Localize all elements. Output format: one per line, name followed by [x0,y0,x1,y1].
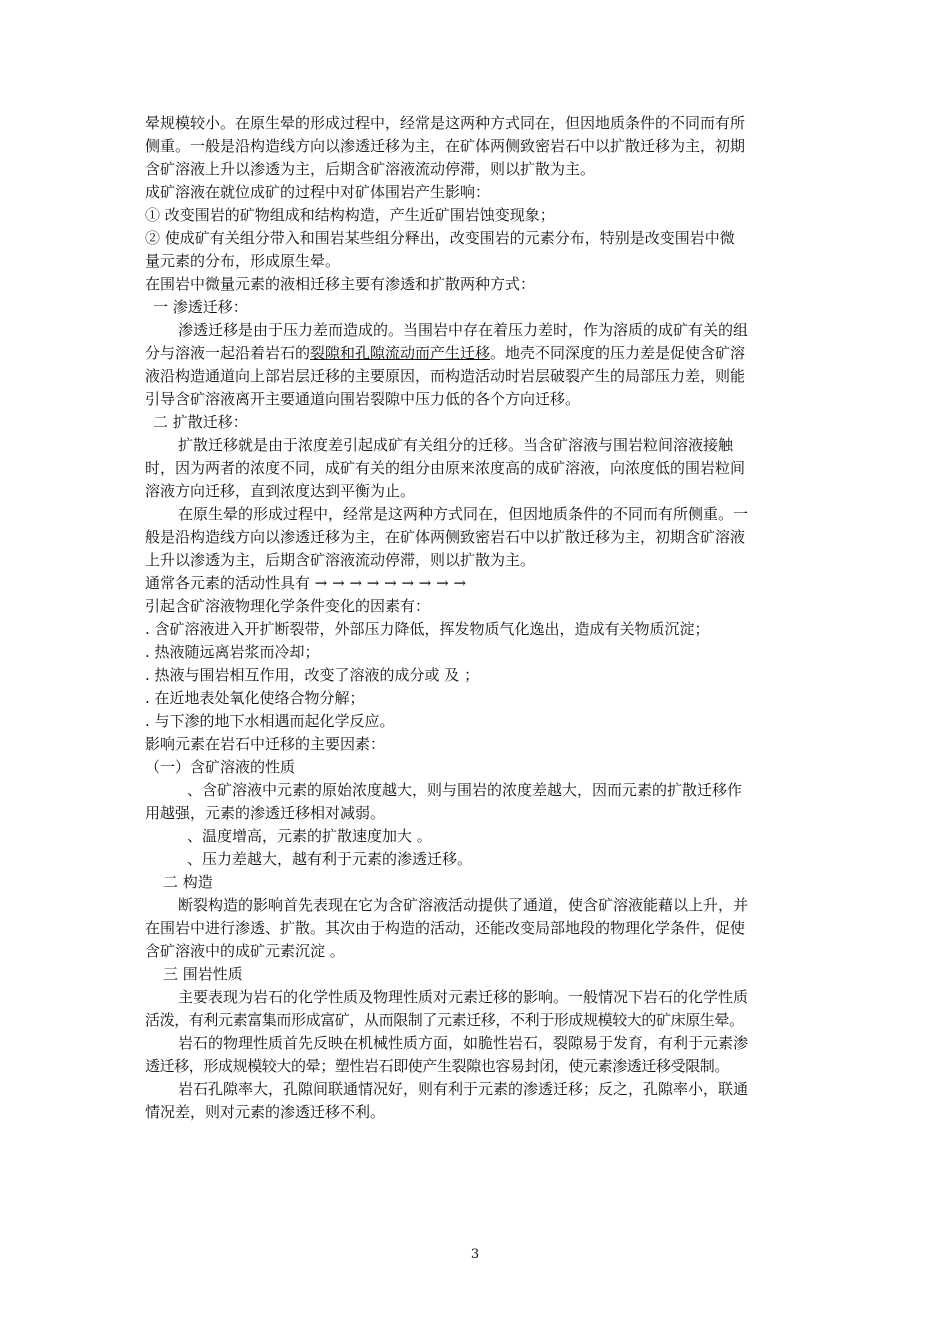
list-item: . 热液随远离岩浆而冷却； [145,643,320,661]
text-line: 渗透迁移是由于压力差而造成的。当围岩中存在着压力差时，作为溶质的成矿有关的组 [178,321,749,339]
text-line: 扩散迁移就是由于浓度差引起成矿有关组分的迁移。当含矿溶液与围岩粒间溶液接触 [178,436,734,454]
text-line: 在原生晕的形成过程中，经常是这两种方式同在，但因地质条件的不同而有所侧重。一 [178,505,749,523]
list-item: ① 改变围岩的矿物组成和结构构造，产生近矿围岩蚀变现象； [145,206,555,224]
underlined-text: 裂隙和孔隙流动而产生迁移 [310,344,491,362]
text-line: 、温度增高，元素的扩散速度加大 。 [187,827,432,845]
text-line: 晕规模较小。在原生晕的形成过程中，经常是这两种方式同在，但因地质条件的不同而有所 [145,114,746,132]
list-item: . 与下渗的地下水相遇而起化学反应。 [145,712,395,730]
text-span: 分与溶液一起沿着岩石的 [145,344,311,362]
text-line: 侧重。一般是沿构造线方向以渗透迁移为主，在矿体两侧致密岩石中以扩散迁移为主，初期 [145,137,746,155]
text-line: 透迁移，形成规模较大的晕；塑性岩石即使产生裂隙也容易封闭，使元素渗透迁移受限制。 [145,1057,730,1075]
text-line: 、含矿溶液中元素的原始浓度越大，则与围岩的浓度差越大，因而元素的扩散迁移作 [187,781,743,799]
text-line: 时，因为两者的浓度不同，成矿有关的组分由原来浓度高的成矿溶液，向浓度低的围岩粒间 [145,459,746,477]
text-line: 溶液方向迁移，直到浓度达到平衡为止。 [145,482,416,500]
text-line: 引导含矿溶液离开主要通道向围岩裂隙中压力低的各个方向迁移。 [145,390,581,408]
text-line: 影响元素在岩石中迁移的主要因素： [145,735,386,753]
text-line: 量元素的分布，形成原生晕。 [145,252,341,270]
page-number: 3 [470,1247,480,1262]
text-line: 通常各元素的活动性具有 → → → → → → → → → [145,574,467,592]
document-body [145,112,809,1124]
text-line: 在围岩中进行渗透、扩散。其次由于构造的活动，还能改变局部地段的物理化学条件，促使 [145,919,746,937]
list-item: ② 使成矿有关组分带入和围岩某些组分释出，改变围岩的元素分布，特别是改变围岩中微 [145,229,735,247]
text-line: 、压力差越大，越有利于元素的渗透迁移。 [187,850,473,868]
text-line: 在围岩中微量元素的液相迁移主要有渗透和扩散两种方式： [145,275,536,293]
section-heading: 一 渗透迁移： [153,298,248,316]
section-heading: 二 构造 [163,873,213,891]
text-line: 般是沿构造线方向以渗透迁移为主，在矿体两侧致密岩石中以扩散迁移为主，初期含矿溶液 [145,528,746,546]
list-item: . 在近地表处氧化使络合物分解； [145,689,365,707]
text-line: 用越强，元素的渗透迁移相对减弱。 [145,804,386,822]
text-line [145,342,809,365]
text-line: 主要表现为岩石的化学性质及物理性质对元素迁移的影响。一般情况下岩石的化学性质 [178,988,749,1006]
list-item: . 热液与围岩相互作用，改变了溶液的成分或 及 ； [145,666,480,684]
text-line: 成矿溶液在就位成矿的过程中对矿体围岩产生影响： [145,183,491,201]
text-line: 含矿溶液中的成矿元素沉淀 。 [145,942,345,960]
text-line: 引起含矿溶液物理化学条件变化的因素有： [145,597,431,615]
text-span: 。地壳不同深度的压力差是促使含矿溶 [490,344,746,362]
text-line: 岩石孔隙率大，孔隙间联通情况好，则有利于元素的渗透迁移；反之，孔隙率小，联通 [178,1080,749,1098]
text-line: 岩石的物理性质首先反映在机械性质方面，如脆性岩石，裂隙易于发育，有利于元素渗 [178,1034,749,1052]
text-line: 活泼，有利元素富集而形成富矿，从而限制了元素迁移，不利于形成规模较大的矿床原生晕。 [145,1011,744,1029]
list-item: . 含矿溶液进入开扩断裂带，外部压力降低，挥发物质气化逸出，造成有关物质沉淀； [145,620,710,638]
text-line: 情况差，则对元素的渗透迁移不利。 [145,1103,386,1121]
section-heading: （一）含矿溶液的性质 [145,758,296,776]
section-heading: 二 扩散迁移： [153,413,248,431]
text-line: 上升以渗透为主，后期含矿溶液流动停滞，则以扩散为主。 [145,551,536,569]
text-line: 液沿构造通道向上部岩层迁移的主要原因，而构造活动时岩层破裂产生的局部压力差，则能 [145,367,746,385]
text-line: 含矿溶液上升以渗透为主，后期含矿溶液流动停滞，则以扩散为主。 [145,160,596,178]
section-heading: 三 围岩性质 [163,965,243,983]
text-line: 断裂构造的影响首先表现在它为含矿溶液活动提供了通道，使含矿溶液能藉以上升，并 [178,896,749,914]
